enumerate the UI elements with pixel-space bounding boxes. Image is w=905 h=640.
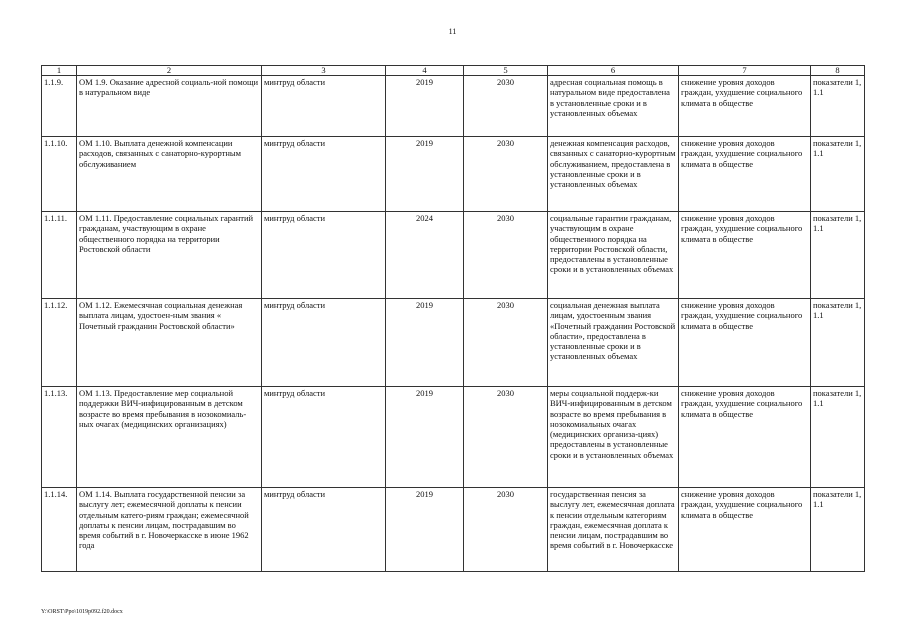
consequence: снижение уровня доходов граждан, ухудшение социального климата в обществе	[679, 76, 811, 137]
end-year: 2030	[464, 137, 548, 212]
start-year: 2024	[386, 212, 464, 299]
consequence: снижение уровня доходов граждан, ухудшение социального климата в обществе	[679, 387, 811, 488]
start-year: 2019	[386, 488, 464, 572]
start-year: 2019	[386, 137, 464, 212]
measure-name: ОМ 1.13. Предоставление мер социальной поддержки ВИЧ-инфицированным в детском возрасте во время пребывания в нозокомиаль-ных очагах (медицинских организациях)	[77, 387, 262, 488]
executor: минтруд области	[262, 387, 386, 488]
table-row	[42, 387, 865, 488]
header-row	[42, 66, 865, 76]
end-year: 2030	[464, 488, 548, 572]
executor: минтруд области	[262, 76, 386, 137]
table-row	[42, 488, 865, 572]
start-year: 2019	[386, 387, 464, 488]
page-number: 11	[448, 27, 457, 36]
table-row	[42, 212, 865, 299]
consequence: снижение уровня доходов граждан, ухудшение социального климата в обществе	[679, 212, 811, 299]
table-row	[42, 137, 865, 212]
start-year: 2019	[386, 299, 464, 387]
expected-result: денежная компенсация расходов, связанных с санаторно-курортным обслуживанием, предоставлена в установленные сроки и в установленных объемах	[548, 137, 679, 212]
expected-result: социальная денежная выплата лицам, удостоенным звания «Почетный гражданин Ростовской области», предоставлена в установленные сроки и в установленных объемах	[548, 299, 679, 387]
measure-name: ОМ 1.11. Предоставление социальных гарантий гражданам, участвующим в охране общественного порядка на территории Ростовской области	[77, 212, 262, 299]
header-cell-1: 1	[42, 66, 77, 76]
indicators: показатели 1, 1.1	[811, 387, 865, 488]
file-path: Y:\ORST\Ppo\1019p092.f20.docx	[41, 609, 123, 615]
executor: минтруд области	[262, 488, 386, 572]
measure-name: ОМ 1.14. Выплата государственной пенсии за выслугу лет; ежемесячной доплаты к пенсии отдельным катего-риям граждан; ежемесячной доплаты к пенсии лицам, пострадавшим во время событий в г. Новочеркасске в июне 1962 года	[77, 488, 262, 572]
row-number: 1.1.10.	[42, 137, 77, 212]
measure-name: ОМ 1.12. Ежемесячная социальная денежная выплата лицам, удостоен-ным звания « Почетный гражданин Ростовской области»	[77, 299, 262, 387]
end-year: 2030	[464, 212, 548, 299]
header-cell-2: 2	[77, 66, 262, 76]
expected-result: социальные гарантии гражданам, участвующим в охране общественного порядка на территории Ростовской области, предоставлены в установленные сроки и в установленных объемах	[548, 212, 679, 299]
row-number: 1.1.12.	[42, 299, 77, 387]
measure-name: ОМ 1.9. Оказание адресной социаль-ной помощи в натуральном виде	[77, 76, 262, 137]
header-cell-8: 8	[811, 66, 865, 76]
consequence: снижение уровня доходов граждан, ухудшение социального климата в обществе	[679, 137, 811, 212]
end-year: 2030	[464, 387, 548, 488]
indicators: показатели 1, 1.1	[811, 137, 865, 212]
measure-name: ОМ 1.10. Выплата денежной компенсации расходов, связанных с санаторно-курортным обслуживанием	[77, 137, 262, 212]
indicators: показатели 1, 1.1	[811, 488, 865, 572]
header-cell-4: 4	[386, 66, 464, 76]
indicators: показатели 1, 1.1	[811, 299, 865, 387]
consequence: снижение уровня доходов граждан, ухудшение социального климата в обществе	[679, 488, 811, 572]
row-number: 1.1.9.	[42, 76, 77, 137]
table-row	[42, 299, 865, 387]
header-cell-5: 5	[464, 66, 548, 76]
executor: минтруд области	[262, 299, 386, 387]
expected-result: адресная социальная помощь в натуральном виде предоставлена в установленные сроки и в установленных объемах	[548, 76, 679, 137]
header-cell-3: 3	[262, 66, 386, 76]
indicators: показатели 1, 1.1	[811, 212, 865, 299]
row-number: 1.1.14.	[42, 488, 77, 572]
row-number: 1.1.11.	[42, 212, 77, 299]
header-cell-6: 6	[548, 66, 679, 76]
end-year: 2030	[464, 76, 548, 137]
expected-result: меры социальной поддерж-ки ВИЧ-инфицированным в детском возрасте во время пребывания в нозокомиальных очагах (медицинских организа-циях) предоставлены в установленные сроки и в установленных объемах	[548, 387, 679, 488]
measures-table	[41, 65, 865, 572]
end-year: 2030	[464, 299, 548, 387]
consequence: снижение уровня доходов граждан, ухудшение социального климата в обществе	[679, 299, 811, 387]
executor: минтруд области	[262, 137, 386, 212]
executor: минтруд области	[262, 212, 386, 299]
start-year: 2019	[386, 76, 464, 137]
expected-result: государственная пенсия за выслугу лет, ежемесячная доплата к пенсии отдельным категориям граждан, ежемесячная доплата к пенсии лицам, пострадавшим во время событий в г. Новочеркасске	[548, 488, 679, 572]
row-number: 1.1.13.	[42, 387, 77, 488]
indicators: показатели 1, 1.1	[811, 76, 865, 137]
table-row	[42, 76, 865, 137]
header-cell-7: 7	[679, 66, 811, 76]
